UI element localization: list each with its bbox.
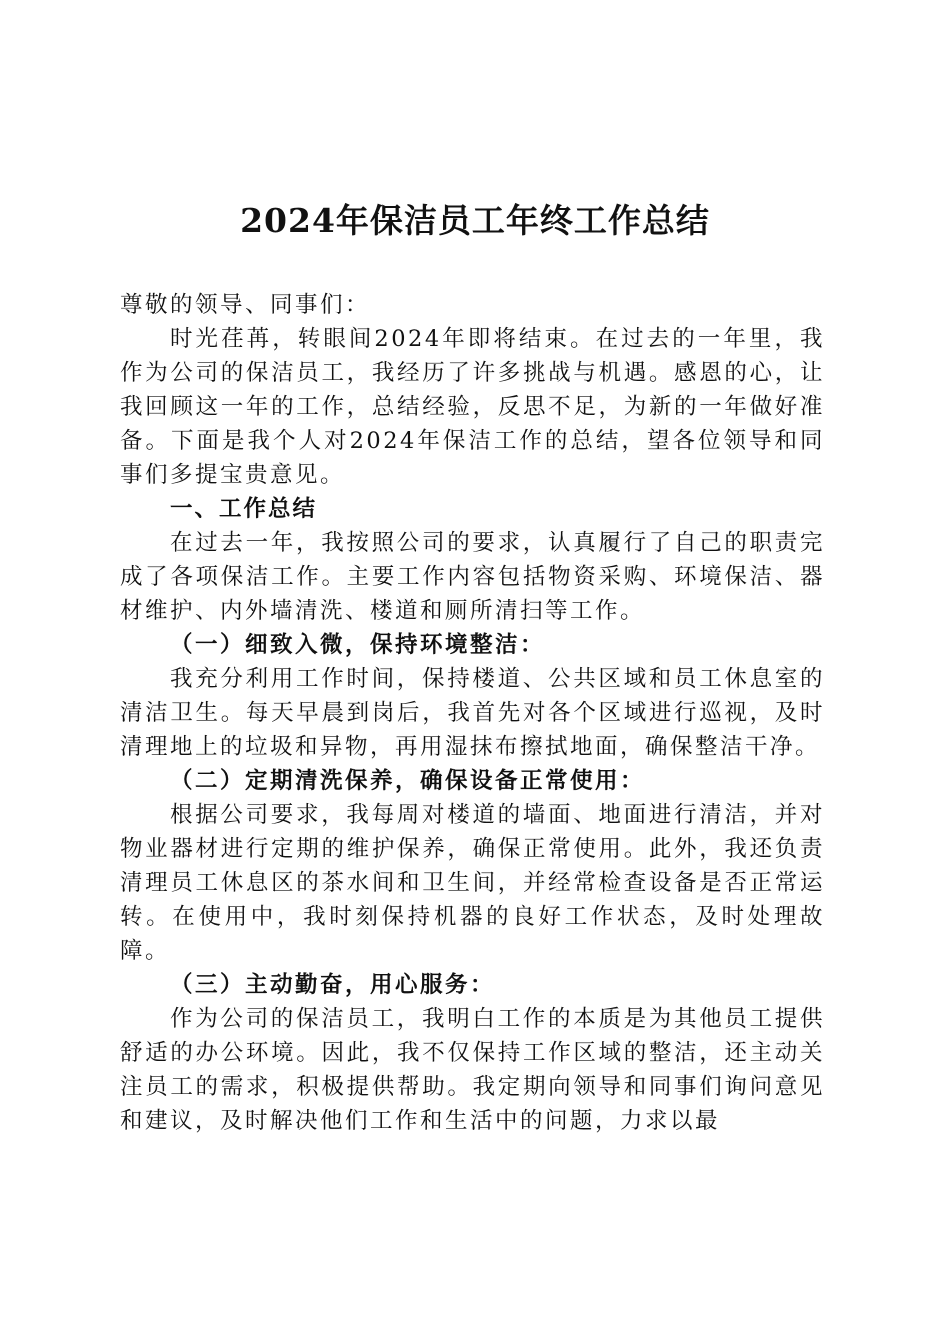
section-paragraph-work-summary: 在过去一年，我按照公司的要求，认真履行了自己的职责完成了各项保洁工作。主要工作内容包括物资采购、环境保洁、器材维护、内外墙清洗、楼道和厕所清扫等工作。 xyxy=(120,530,825,624)
intro-paragraph: 时光荏苒，转眼间2024年即将结束。在过去的一年里，我作为公司的保洁员工，我经历了许多挑战与机遇。感恩的心，让我回顾这一年的工作，总结经验，反思不足，为新的一年做好准备。下面是我个人对2024年保洁工作的总结，望各位领导和同事们多提宝贵意见。 xyxy=(120,326,825,488)
document-body xyxy=(120,288,825,1138)
subsection-paragraph-1: 我充分利用工作时间，保持楼道、公共区域和员工休息室的清洁卫生。每天早晨到岗后，我首先对各个区域进行巡视，及时清理地上的垃圾和异物，再用湿抹布擦拭地面，确保整洁干净。 xyxy=(120,666,825,760)
subsection-paragraph-3: 作为公司的保洁员工，我明白工作的本质是为其他员工提供舒适的办公环境。因此，我不仅保持工作区域的整洁，还主动关注员工的需求，积极提供帮助。我定期向领导和同事们询问意见和建议，及时解决他们工作和生活中的问题，力求以最 xyxy=(120,1006,825,1134)
document-title: 2024年保洁员工年终工作总结 xyxy=(240,201,710,240)
subsection-heading-1: （一）细致入微，保持环境整洁： xyxy=(170,632,546,658)
greeting: 尊敬的领导、同事们： xyxy=(120,292,371,318)
subsection-heading-2: （二）定期清洗保养，确保设备正常使用： xyxy=(170,768,646,794)
section-heading-work-summary: 一、工作总结 xyxy=(170,496,318,522)
subsection-heading-3: （三）主动勤奋，用心服务： xyxy=(170,972,496,998)
subsection-paragraph-2: 根据公司要求，我每周对楼道的墙面、地面进行清洁，并对物业器材进行定期的维护保养，确保正常使用。此外，我还负责清理员工休息区的茶水间和卫生间，并经常检查设备是否正常运转。在使用中，我时刻保持机器的良好工作状态，及时处理故障。 xyxy=(120,802,825,964)
